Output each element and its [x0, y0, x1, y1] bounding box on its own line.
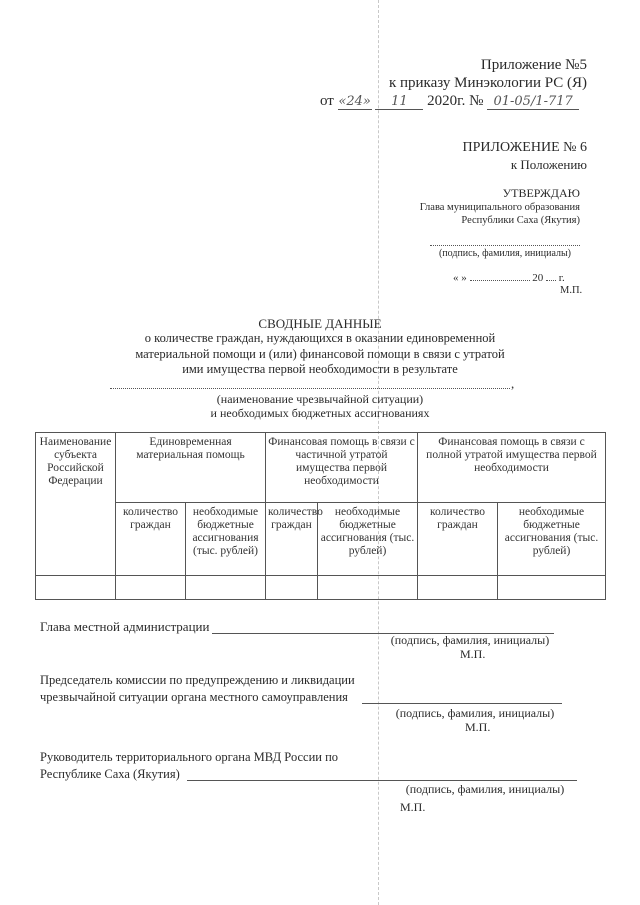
header-citizens-count-3: количество граждан: [418, 503, 498, 576]
date-year: 2020г.: [427, 93, 466, 109]
order-number: 01-05/1-717: [487, 94, 579, 110]
signature-2-caption: (подпись, фамилия, инициалы): [395, 706, 555, 720]
date-day: «24»: [338, 94, 371, 109]
appendix-date-row: [320, 93, 579, 110]
header-citizens-count-1: количество граждан: [116, 503, 186, 576]
signature-1-caption: (подпись, фамилия, инициалы): [390, 633, 550, 647]
header-budget-2: необходимые бюджетные ассигнования (тыс. рублей): [318, 503, 418, 576]
summary-table: [35, 432, 606, 600]
heading-line-3: ими имущества первой необходимости в результате: [182, 362, 458, 376]
table-cell[interactable]: [418, 576, 498, 600]
approval-year-blank: [546, 280, 556, 281]
signature-1-title: Глава местной администрации: [40, 619, 210, 634]
approval-date-year: 20: [532, 272, 544, 284]
approval-date-row: [453, 272, 565, 284]
heading-comma: ,: [511, 376, 515, 391]
signature-3-seal: М.П.: [400, 800, 426, 814]
signature-2-line[interactable]: [362, 703, 562, 704]
number-label: №: [469, 93, 484, 109]
emergency-name-caption: (наименование чрезвычайной ситуации): [216, 392, 424, 406]
appendix-number: Приложение №5: [480, 57, 587, 73]
signature-3-title-line2: Республике Саха (Якутия): [40, 767, 180, 781]
signature-3-caption: (подпись, фамилия, инициалы): [405, 782, 565, 796]
approval-position-line2: Республики Саха (Якутия): [461, 215, 580, 226]
from-label: от: [320, 93, 334, 109]
document-title: СВОДНЫЕ ДАННЫЕ: [258, 316, 382, 331]
table-cell[interactable]: [116, 576, 186, 600]
table-cell[interactable]: [318, 576, 418, 600]
table-cell[interactable]: [186, 576, 266, 600]
signature-3-title-line1: Руководитель территориального органа МВД России по: [40, 750, 339, 764]
date-month: 11: [375, 94, 423, 110]
table-cell[interactable]: [36, 576, 116, 600]
heading-caption-2: и необходимых бюджетных ассигнованиях: [210, 406, 430, 420]
regulation-appendix-sub: к Положению: [510, 157, 587, 172]
approval-date-suffix: г.: [558, 272, 565, 284]
header-subject: Наименование субъекта Российской Федерации: [36, 433, 116, 576]
header-full-loss-aid: Финансовая помощь в связи с полной утратой имущества первой необходимости: [418, 433, 606, 503]
heading-line-1: о количестве граждан, нуждающихся в оказании единовременной: [144, 331, 496, 345]
signature-1-seal: М.П.: [460, 647, 486, 661]
table-cell[interactable]: [498, 576, 606, 600]
approval-date-quotes: « »: [453, 272, 467, 284]
emergency-name-line: [110, 388, 510, 389]
signature-2-title-line1: Председатель комиссии по предупреждению и ликвидации: [40, 673, 355, 687]
approval-date-blank: [470, 280, 530, 281]
header-partial-loss-aid: Финансовая помощь в связи с частичной утратой имущества первой необходимости: [266, 433, 418, 503]
table-cell[interactable]: [266, 576, 318, 600]
approval-signature-caption: (подпись, фамилия, инициалы): [438, 248, 572, 259]
approval-title: УТВЕРЖДАЮ: [502, 186, 580, 200]
signature-2-seal: М.П.: [465, 720, 491, 734]
regulation-appendix-title: ПРИЛОЖЕНИЕ № 6: [462, 140, 587, 155]
approval-seal: М.П.: [560, 285, 583, 296]
header-citizens-count-2: количество граждан: [266, 503, 318, 576]
appendix-order-ref: к приказу Минэкологии РС (Я): [388, 75, 587, 91]
approval-position-line1: Глава муниципального образования: [419, 202, 580, 213]
header-lump-sum-aid: Единовременная материальная помощь: [116, 433, 266, 503]
heading-line-2: материальной помощи и (или) финансовой помощи в связи с утратой: [135, 347, 505, 361]
header-budget-1: необходимые бюджетные ассигнования (тыс. рублей): [186, 503, 266, 576]
signature-2-title-line2: чрезвычайной ситуации органа местного самоуправления: [40, 690, 348, 704]
approval-signature-line: [430, 245, 580, 246]
signature-3-line[interactable]: [187, 780, 577, 781]
header-budget-3: необходимые бюджетные ассигнования (тыс. рублей): [498, 503, 606, 576]
